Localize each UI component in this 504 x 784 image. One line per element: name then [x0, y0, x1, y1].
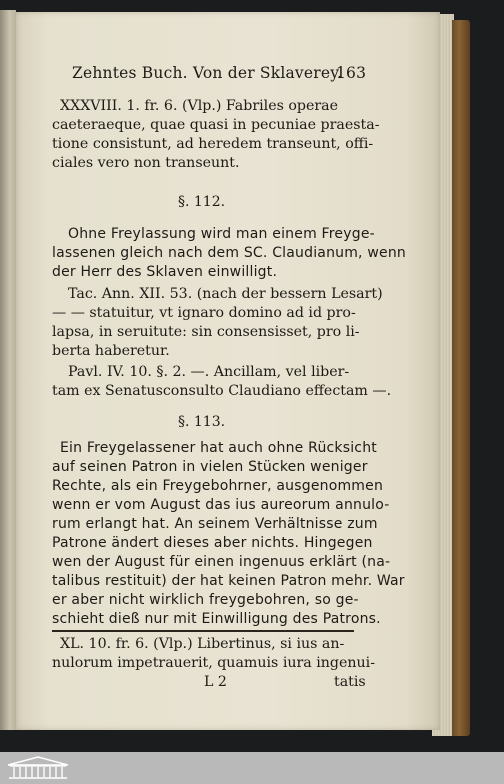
text-line: auf seinen Patron in vielen Stücken weniger	[52, 459, 368, 475]
text-line: caeteraeque, quae quasi in pecuniae praesta-	[52, 117, 380, 133]
text-line: rum erlangt hat. An seinem Verhältnisse zum	[52, 516, 378, 532]
text-line: tam ex Senatusconsulto Claudiano effectam —.	[52, 383, 392, 399]
text-line: Patrone ändert dieses aber nichts. Hingegen	[52, 535, 373, 551]
text-line: XL. 10. fr. 6. (Vlp.) Libertinus, si ius an-	[60, 636, 345, 652]
library-logo-icon	[4, 755, 72, 781]
text-line: talibus restituit) der hat keinen Patron mehr. War	[52, 573, 405, 589]
text-line: er aber nicht wirklich freygebohren, so ge-	[52, 592, 359, 608]
viewer-footer	[0, 752, 504, 784]
text-line: Ein Freygelassener hat auch ohne Rücksicht	[60, 440, 377, 456]
text-line: lassenen gleich nach dem SC. Claudianum, wenn	[52, 245, 406, 261]
text-line: wen der August für einen ingenuus erklärt (na-	[52, 554, 391, 570]
text-line: wenn er vom August das ius aureorum annulo-	[52, 497, 390, 513]
text-line: Rechte, als ein Freygebohrner, ausgenommen	[52, 478, 384, 494]
section-heading: §. 113.	[178, 414, 226, 430]
text-line: der Herr des Sklaven einwilligt.	[52, 264, 278, 280]
section-heading: §. 112.	[178, 194, 226, 210]
running-title: Zehntes Buch. Von der Sklaverey.	[72, 64, 343, 82]
text-line: schieht dieß nur mit Einwilligung des Patrons.	[52, 611, 381, 627]
text-line: nulorum impetrauerit, quamuis iura ingenui-	[52, 655, 376, 671]
text-line: Ohne Freylassung wird man einem Freyge-	[68, 226, 375, 242]
text-line: Tac. Ann. XII. 53. (nach der bessern Lesart)	[68, 286, 383, 302]
text-line: — — statuitur, vt ignaro domino ad id pro-	[52, 305, 356, 321]
catchword: tatis	[334, 674, 366, 690]
book-cover-edge	[452, 20, 470, 736]
signature-mark: L 2	[204, 674, 227, 690]
text-line: ciales vero non transeunt.	[52, 155, 240, 171]
text-line: tione consistunt, ad heredem transeunt, offi-	[52, 136, 374, 152]
page-number: 163	[336, 64, 367, 82]
text-line: berta haberetur.	[52, 343, 170, 359]
text-line: lapsa, in seruitute: sin consensisset, pro li-	[52, 324, 360, 340]
divider-rule	[52, 630, 354, 632]
left-page-edge	[0, 10, 16, 730]
text-line: Pavl. IV. 10. §. 2. —. Ancillam, vel liber-	[68, 364, 350, 380]
text-line: XXXVIII. 1. fr. 6. (Vlp.) Fabriles operae	[60, 98, 339, 114]
book-page	[16, 12, 440, 730]
